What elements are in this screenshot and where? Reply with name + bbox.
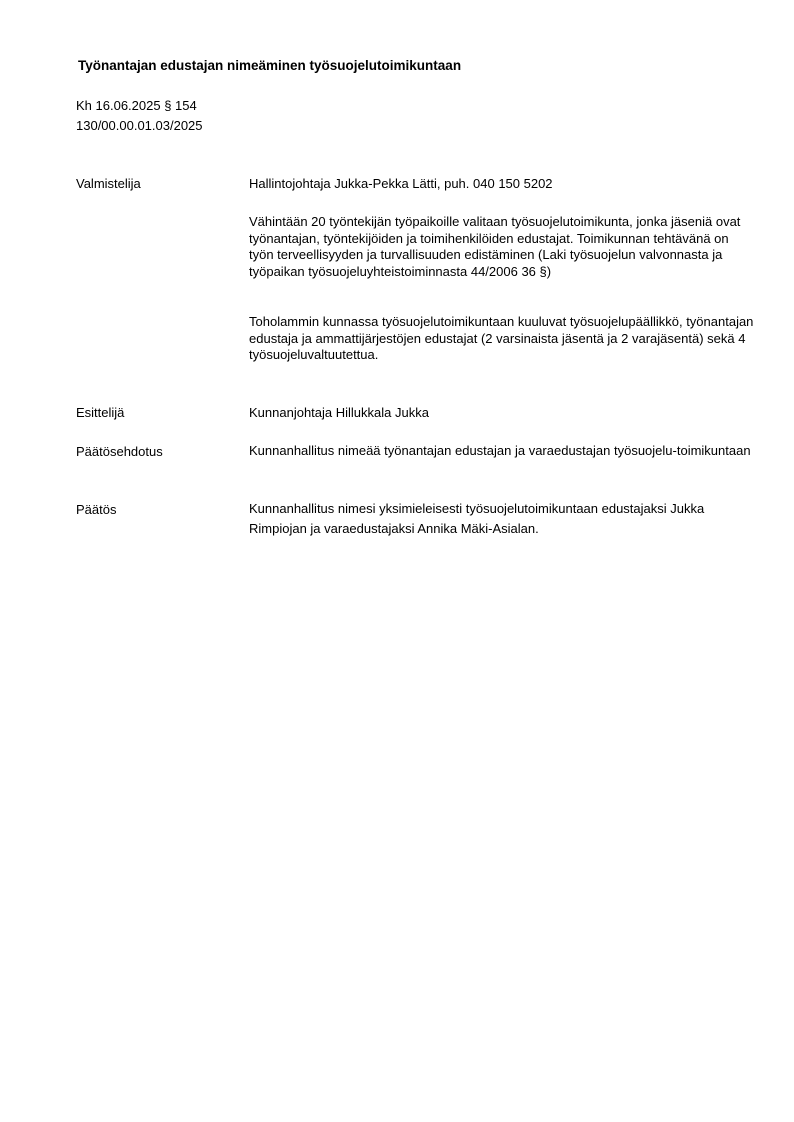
- preparer-text: Hallintojohtaja Jukka-Pekka Lätti, puh. 040 150 5202: [249, 176, 553, 191]
- esittelija-label: Esittelijä: [76, 405, 125, 420]
- valmistelija-label: Valmistelija: [76, 176, 141, 191]
- meeting-reference: Kh 16.06.2025 § 154: [76, 98, 197, 113]
- valmistelija-paragraph-2: Toholammin kunnassa työsuojelutoimikuntaan kuuluvat työsuojelupäällikkö, työnantajan edustaja ja ammattijärjestöjen edustajat (2 varsinaista jäsentä ja 2 varajäsentä) sekä 4 työsuojeluvaltuutettua.: [249, 314, 754, 362]
- esittelija-text: Kunnanjohtaja Hillukkala Jukka: [249, 405, 429, 420]
- paatos-label: Päätös: [76, 502, 117, 517]
- diary-number: 130/00.00.01.03/2025: [76, 118, 203, 133]
- paatosehdotus-label: Päätösehdotus: [76, 444, 163, 459]
- document-title: Työnantajan edustajan nimeäminen työsuojelutoimikuntaan: [78, 58, 462, 73]
- valmistelija-paragraph-1: Vähintään 20 työntekijän työpaikoille valitaan työsuojelutoimikunta, jonka jäseniä ovat työnantajan, työntekijöiden ja toimihenkilöiden edustajat. Toimikunnan tehtävänä on työn terveellisyyden ja turvallisuuden edistäminen (Laki työsuojelun valvonnasta ja työpaikan työsuojeluyhteistoiminnasta 44/2006 36 §): [249, 214, 741, 279]
- paatos-text: Kunnanhallitus nimesi yksimieleisesti työsuojelutoimikuntaan edustajaksi Jukka Rimpiojan ja varaedustajaksi Annika Mäki-Asialan.: [249, 501, 705, 536]
- paatosehdotus-text: Kunnanhallitus nimeää työnantajan edustajan ja varaedustajan työsuojelu-toimikuntaan: [249, 443, 751, 458]
